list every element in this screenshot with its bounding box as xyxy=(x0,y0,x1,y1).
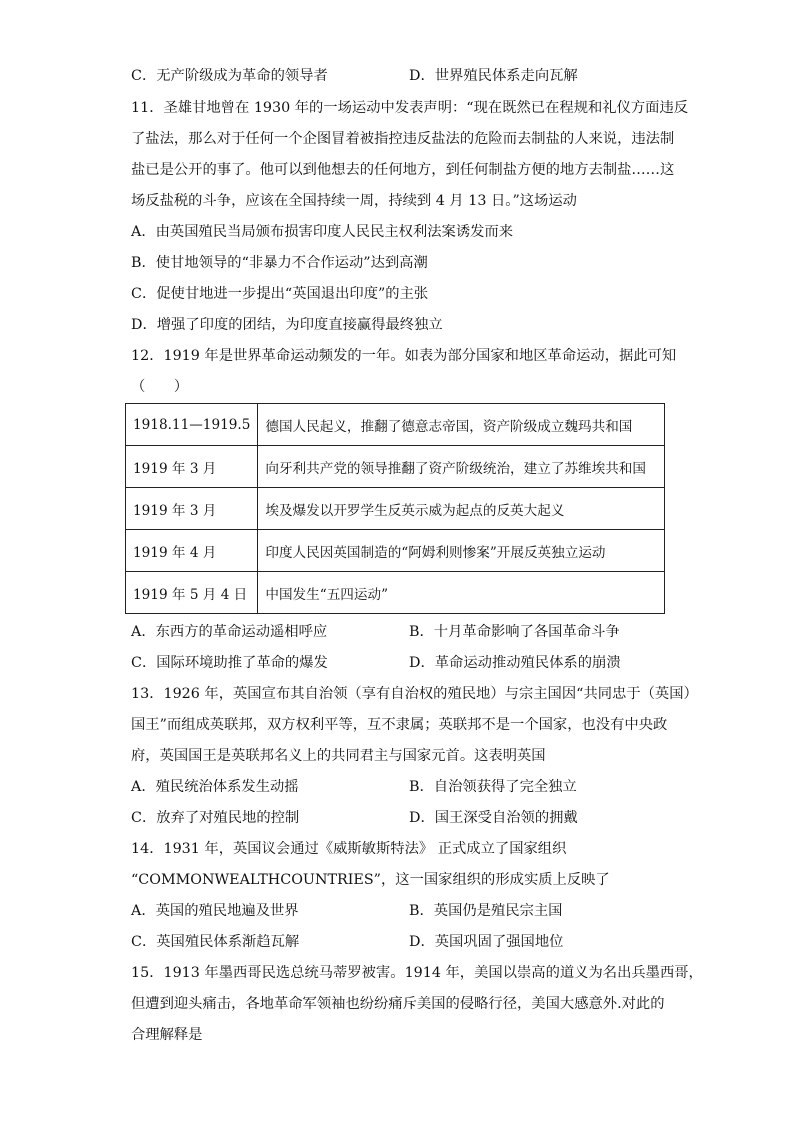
q12-events-table xyxy=(125,403,665,614)
q15-stem-line2: 但遭到迎头痛击，各地革命军领袖也纷纷痛斥美国的侵略行径，美国大感意外.对此的 xyxy=(131,996,665,1012)
q10-option-d[interactable]: D．世界殖民体系走向瓦解 xyxy=(409,68,578,84)
table-row xyxy=(126,572,665,614)
q13-stem-line2: 国王”而组成英联邦，双方权利平等，互不隶属；英联邦不是一个国家，也没有中央政 xyxy=(131,717,668,733)
q11-stem-line4: 场反盐税的斗争，应该在全国持续一周，持续到 4 月 13 日。”这场运动 xyxy=(131,193,577,209)
q10-option-c[interactable]: C．无产阶级成为革命的领导者 xyxy=(131,68,328,84)
q11-option-b[interactable]: B．使甘地领导的“非暴力不合作运动”达到高潮 xyxy=(131,255,428,271)
q12-answer-blank: （ ） xyxy=(131,379,189,395)
q13-option-b[interactable]: B．自治领获得了完全独立 xyxy=(409,779,577,795)
q13-option-a[interactable]: A．殖民统治体系发生动摇 xyxy=(131,779,299,795)
q14-stem-line1: 14．1931 年，英国议会通过《威斯敏斯特法》 正式成立了国家组织 xyxy=(131,841,567,857)
table-cell-event: 向牙利共产党的领导推翻了资产阶级统治，建立了苏维埃共和国 xyxy=(258,446,665,488)
q13-stem-line3: 府，英国国王是英联邦名义上的共同君主与国家元首。这表明英国 xyxy=(131,748,546,764)
table-cell-date: 1919 年 4 月 xyxy=(126,530,258,572)
q14-stem-line2: “COMMONWEALTHCOUNTRIES”，这一国家组织的形成实质上反映了 xyxy=(131,872,610,888)
table-cell-date: 1919 年 3 月 xyxy=(126,488,258,530)
table-cell-event: 埃及爆发以开罗学生反英示威为起点的反英大起义 xyxy=(258,488,665,530)
q15-stem-line3: 合理解释是 xyxy=(131,1027,203,1043)
q12-option-c[interactable]: C．国际环境助推了革命的爆发 xyxy=(131,655,328,671)
q11-stem-line2: 了盐法，那么对于任何一个企图冒着被指控违反盐法的危险而去制盐的人来说，违法制 xyxy=(131,131,675,147)
q14-option-c[interactable]: C．英国殖民体系渐趋瓦解 xyxy=(131,934,300,950)
table-cell-event: 德国人民起义，推翻了德意志帝国，资产阶级成立魏玛共和国 xyxy=(258,404,665,446)
q11-stem-line3: 盐已是公开的事了。他可以到他想去的任何地方，到任何制盐方便的地方去制盐……这 xyxy=(131,162,675,178)
q14-option-a[interactable]: A．英国的殖民地遍及世界 xyxy=(131,903,299,919)
q14-option-d[interactable]: D．英国巩固了强国地位 xyxy=(409,934,564,950)
q13-option-c[interactable]: C．放弃了对殖民地的控制 xyxy=(131,810,300,826)
q13-option-d[interactable]: D．国王深受自治领的拥戴 xyxy=(409,810,578,826)
q11-option-d[interactable]: D．增强了印度的团结，为印度直接赢得最终独立 xyxy=(131,317,443,333)
q12-stem-line1: 12．1919 年是世界革命运动频发的一年。如表为部分国家和地区革命运动，据此可知 xyxy=(131,348,677,364)
q14-option-b[interactable]: B．英国仍是殖民宗主国 xyxy=(409,903,563,919)
q11-stem-line1: 11．圣雄甘地曾在 1930 年的一场运动中发表声明：“现在既然已在程规和礼仪方面违反 xyxy=(131,100,689,116)
table-cell-date: 1919 年 3 月 xyxy=(126,446,258,488)
table-cell-date: 1919 年 5 月 4 日 xyxy=(126,572,258,614)
table-cell-date: 1918.11—1919.5 xyxy=(126,404,258,446)
table-row xyxy=(126,488,665,530)
q11-option-c[interactable]: C．促使甘地进一步提出“英国退出印度”的主张 xyxy=(131,286,429,302)
q12-option-b[interactable]: B．十月革命影响了各国革命斗争 xyxy=(409,624,620,640)
table-cell-event: 中国发生“五四运动” xyxy=(258,572,665,614)
q12-option-a[interactable]: A．东西方的革命运动遥相呼应 xyxy=(131,624,328,640)
table-row xyxy=(126,446,665,488)
q12-option-d[interactable]: D．革命运动推动殖民体系的崩溃 xyxy=(409,655,621,671)
q11-option-a[interactable]: A．由英国殖民当局颁布损害印度人民民主权利法案诱发而来 xyxy=(131,224,514,240)
q15-stem-line1: 15．1913 年墨西哥民选总统马蒂罗被害。1914 年，美国以崇高的道义为名出兵墨西哥， xyxy=(131,965,703,981)
table-row xyxy=(126,530,665,572)
table-cell-event: 印度人民因英国制造的“阿姆利则惨案”开展反英独立运动 xyxy=(258,530,665,572)
q13-stem-line1: 13．1926 年，英国宣布其自治领（享有自治权的殖民地）与宗主国因“共同忠于（英国） xyxy=(131,686,698,702)
table-row xyxy=(126,404,665,446)
